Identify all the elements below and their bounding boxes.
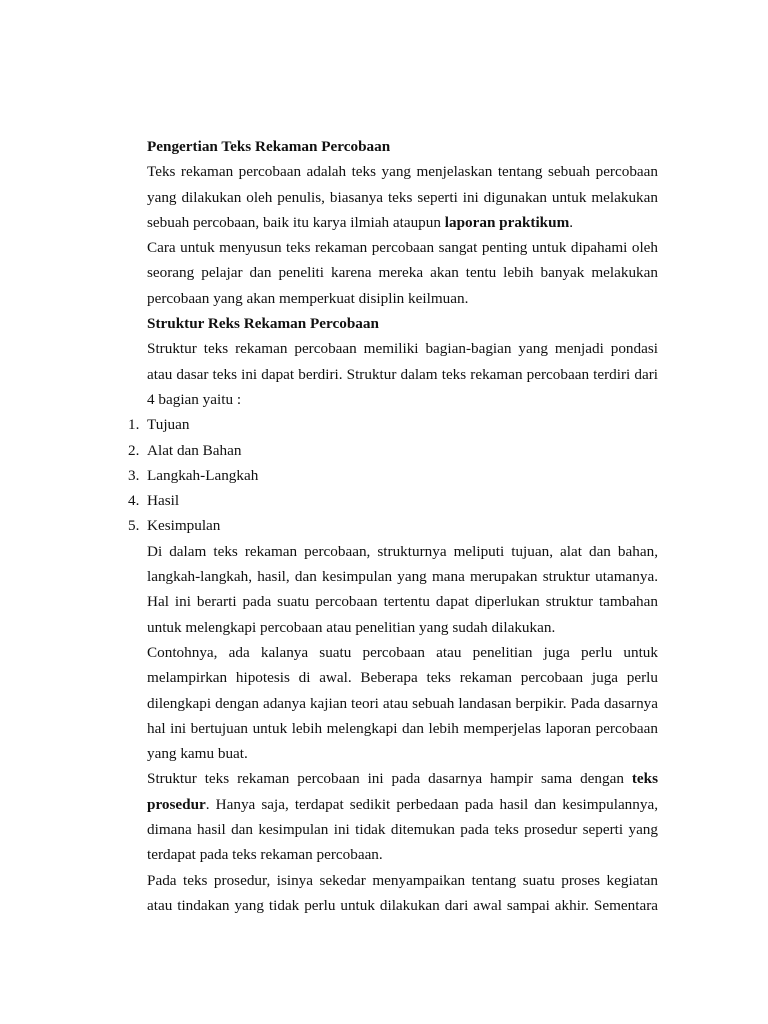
document-page <box>128 134 658 918</box>
list-item-number: 4. <box>128 492 140 510</box>
paragraph-definition-text: Teks rekaman percobaan adalah teks yang menjelaskan tentang sebuah percobaan yang dilakukan oleh penulis, biasanya teks seperti ini digunakan untuk melakukan sebuah percobaan, baik itu karya ilmiah ataupun <box>147 163 658 231</box>
list-item-label: Tujuan <box>147 416 190 434</box>
list-item <box>128 412 658 437</box>
list-item-label: Alat dan Bahan <box>147 441 242 459</box>
paragraph-contohnya: Contohnya, ada kalanya suatu percobaan atau penelitian juga perlu untuk melampirkan hipotesis di awal. Beberapa teks rekaman percobaan juga perlu dilengkapi dengan adanya kajian teori atau sebuah landasan berpikir. Pada dasarnya hal ini bertujuan untuk lebih melengkapi dan lebih memperjelas laporan percobaan yang kamu buat. <box>147 643 658 763</box>
paragraph-teks-prosedur-end: . Hanya saja, terdapat sedikit perbedaan pada hasil dan kesimpulannya, dimana hasil dan kesimpulan ini tidak ditemukan pada teks prosedur seperti yang terdapat pada teks rekaman percobaan. <box>147 795 658 864</box>
bold-term-teks-prosedur: teks prosedur <box>147 770 658 813</box>
list-item <box>128 513 658 538</box>
list-item <box>128 438 658 463</box>
list-item-number: 2. <box>128 441 140 459</box>
paragraph-teks-prosedur-text: Struktur teks rekaman percobaan ini pada dasarnya hampir sama dengan <box>147 770 632 788</box>
list-item-number: 5. <box>128 517 140 535</box>
paragraph-teks-prosedur <box>147 766 658 867</box>
list-item <box>128 488 658 513</box>
paragraph-struktur-utama: Di dalam teks rekaman percobaan, strukturnya meliputi tujuan, alat dan bahan, langkah-langkah, hasil, dan kesimpulan yang mana merupakan struktur utamanya. Hal ini berarti pada suatu percobaan tertentu dapat diperlukan struktur tambahan untuk melengkapi percobaan atau penelitian yang sudah dilakukan. <box>147 542 658 636</box>
list-item <box>128 463 658 488</box>
paragraph-pada-teks-prosedur: Pada teks prosedur, isinya sekedar menyampaikan tentang suatu proses kegiatan atau tindakan yang tidak perlu untuk dilakukan dari awal sampai akhir. Sementara <box>147 871 658 914</box>
bold-term-laporan-praktikum: laporan praktikum <box>444 213 570 231</box>
list-item-label: Hasil <box>147 492 180 510</box>
paragraph-definition <box>147 159 658 235</box>
paragraph-cara-menyusun: Cara untuk menyusun teks rekaman percobaan sangat penting untuk dipahami oleh seorang pelajar dan peneliti karena mereka akan tentu lebih banyak melakukan percobaan yang akan memperkuat disiplin keilmuan. <box>147 239 658 307</box>
paragraph-struktur-intro: Struktur teks rekaman percobaan memiliki bagian-bagian yang menjadi pondasi atau dasar teks ini dapat berdiri. Struktur dalam teks rekaman percobaan terdiri dari 4 bagian yaitu : <box>147 340 658 408</box>
list-item-label: Kesimpulan <box>147 517 221 535</box>
structure-list <box>128 412 658 538</box>
list-item-number: 3. <box>128 466 140 484</box>
list-item-number: 1. <box>128 416 140 434</box>
paragraph-definition-end: . <box>569 213 574 231</box>
section-heading-pengertian: Pengertian Teks Rekaman Percobaan <box>147 138 391 155</box>
section-heading-struktur: Struktur Reks Rekaman Percobaan <box>147 315 379 333</box>
list-item-label: Langkah-Langkah <box>147 466 259 484</box>
